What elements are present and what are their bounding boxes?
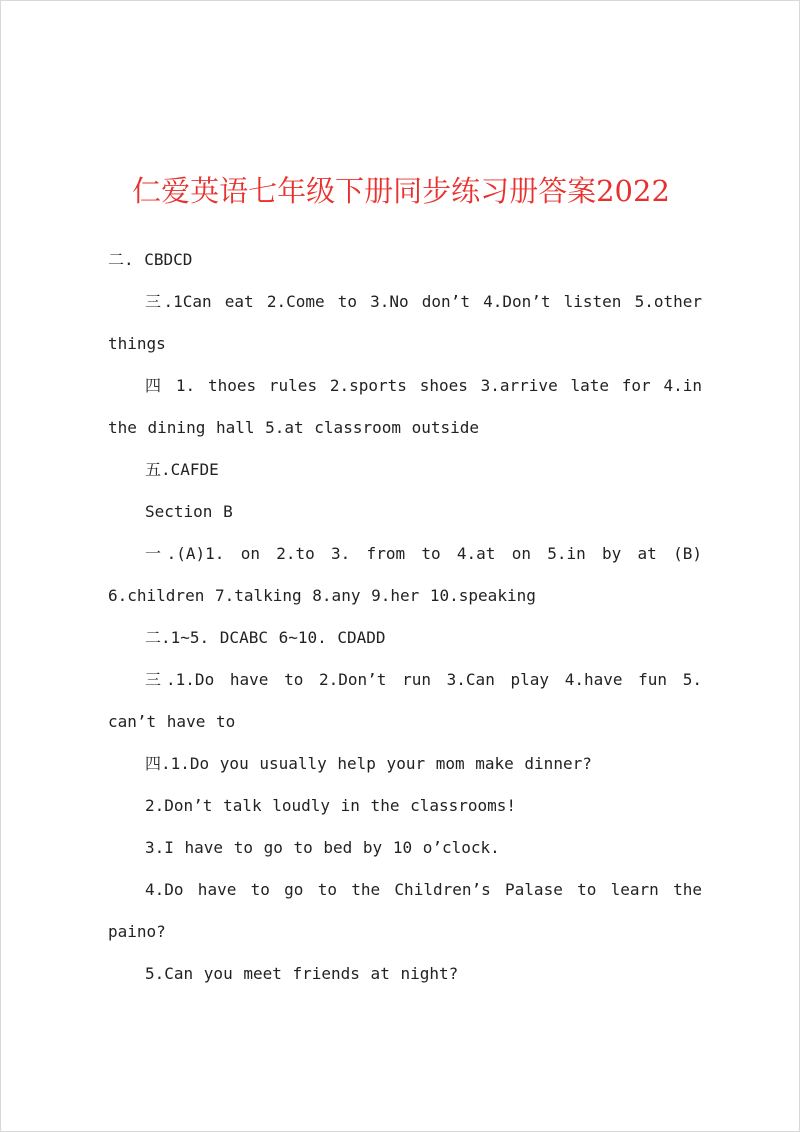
answer-line: 3.I have to go to bed by 10 o’clock. <box>145 838 500 857</box>
answer-line: 2.Don’t talk loudly in the classrooms! <box>145 796 517 815</box>
answer-body <box>108 239 702 995</box>
answer-line: 三.1Can eat 2.Come to 3.No don’t 4.Don’t listen 5.other things <box>108 292 702 353</box>
answer-line: 5.Can you meet friends at night? <box>145 964 459 983</box>
answer-line: 二. CBDCD <box>108 250 193 269</box>
answer-line: 一.(A)1. on 2.to 3. from to 4.at on 5.in by at (B) 6.children 7.talking 8.any 9.her 10.speaking <box>108 544 702 605</box>
answer-line: 四.1.Do you usually help your mom make dinner? <box>145 754 592 773</box>
answer-line: 三.1.Do have to 2.Don’t run 3.Can play 4.have fun 5. can’t have to <box>108 670 702 731</box>
answer-line: 五.CAFDE <box>145 460 219 479</box>
answer-line: 四 1. thoes rules 2.sports shoes 3.arrive late for 4.in the dining hall 5.at classroom outside <box>108 376 702 437</box>
document-title: 仁爱英语七年级下册同步练习册答案2022 <box>132 174 670 208</box>
answer-line: 二.1~5. DCABC 6~10. CDADD <box>145 628 386 647</box>
section-heading: Section B <box>145 502 233 521</box>
answer-line: 4.Do have to go to the Children’s Palase to learn the paino? <box>108 880 702 941</box>
